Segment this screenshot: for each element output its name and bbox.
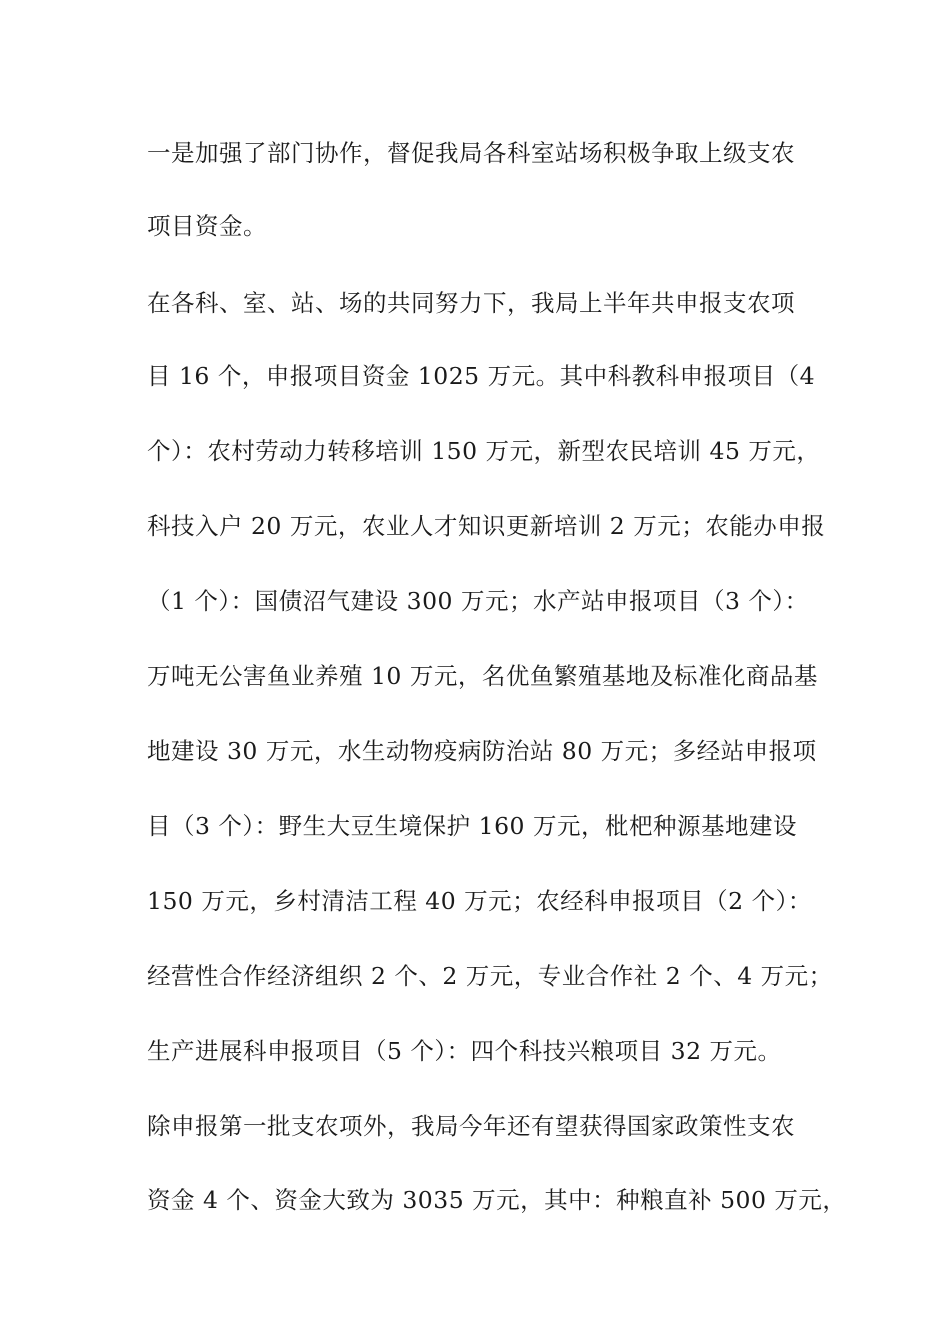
text-line: 万吨无公害鱼业养殖 10 万元，名优鱼繁殖基地及标准化商品基 — [147, 662, 818, 690]
text-line: 150 万元，乡村清洁工程 40 万元；农经科申报项目（2 个）： — [147, 887, 812, 915]
text-line: 目 16 个，申报项目资金 1025 万元。其中科教科申报项目（4 — [147, 362, 816, 390]
text-line: 目（3 个）：野生大豆生境保护 160 万元，枇杷种源基地建设 — [147, 812, 797, 840]
text-line: 个）：农村劳动力转移培训 150 万元，新型农民培训 45 万元， — [147, 437, 821, 465]
text-line: 在各科、室、站、场的共同努力下，我局上半年共申报支农项 — [147, 289, 795, 317]
text-line: 地建设 30 万元，水生动物疫病防治站 80 万元；多经站申报项 — [147, 737, 817, 765]
text-line: （1 个）：国债沼气建设 300 万元；水产站申报项目（3 个）： — [147, 587, 809, 615]
text-line: 资金 4 个、资金大致为 3035 万元，其中：种粮直补 500 万元， — [147, 1186, 847, 1214]
text-line: 项目资金。 — [147, 212, 267, 240]
text-line: 一是加强了部门协作，督促我局各科室站场积极争取上级支农 — [147, 139, 795, 167]
text-line: 生产进展科申报项目（5 个）：四个科技兴粮项目 32 万元。 — [147, 1037, 782, 1065]
text-line: 科技入户 20 万元，农业人才知识更新培训 2 万元；农能办申报 — [147, 512, 826, 540]
text-line: 除申报第一批支农项外，我局今年还有望获得国家政策性支农 — [147, 1112, 795, 1140]
text-line: 经营性合作经济组织 2 个、2 万元，专业合作社 2 个、4 万元； — [147, 962, 833, 990]
